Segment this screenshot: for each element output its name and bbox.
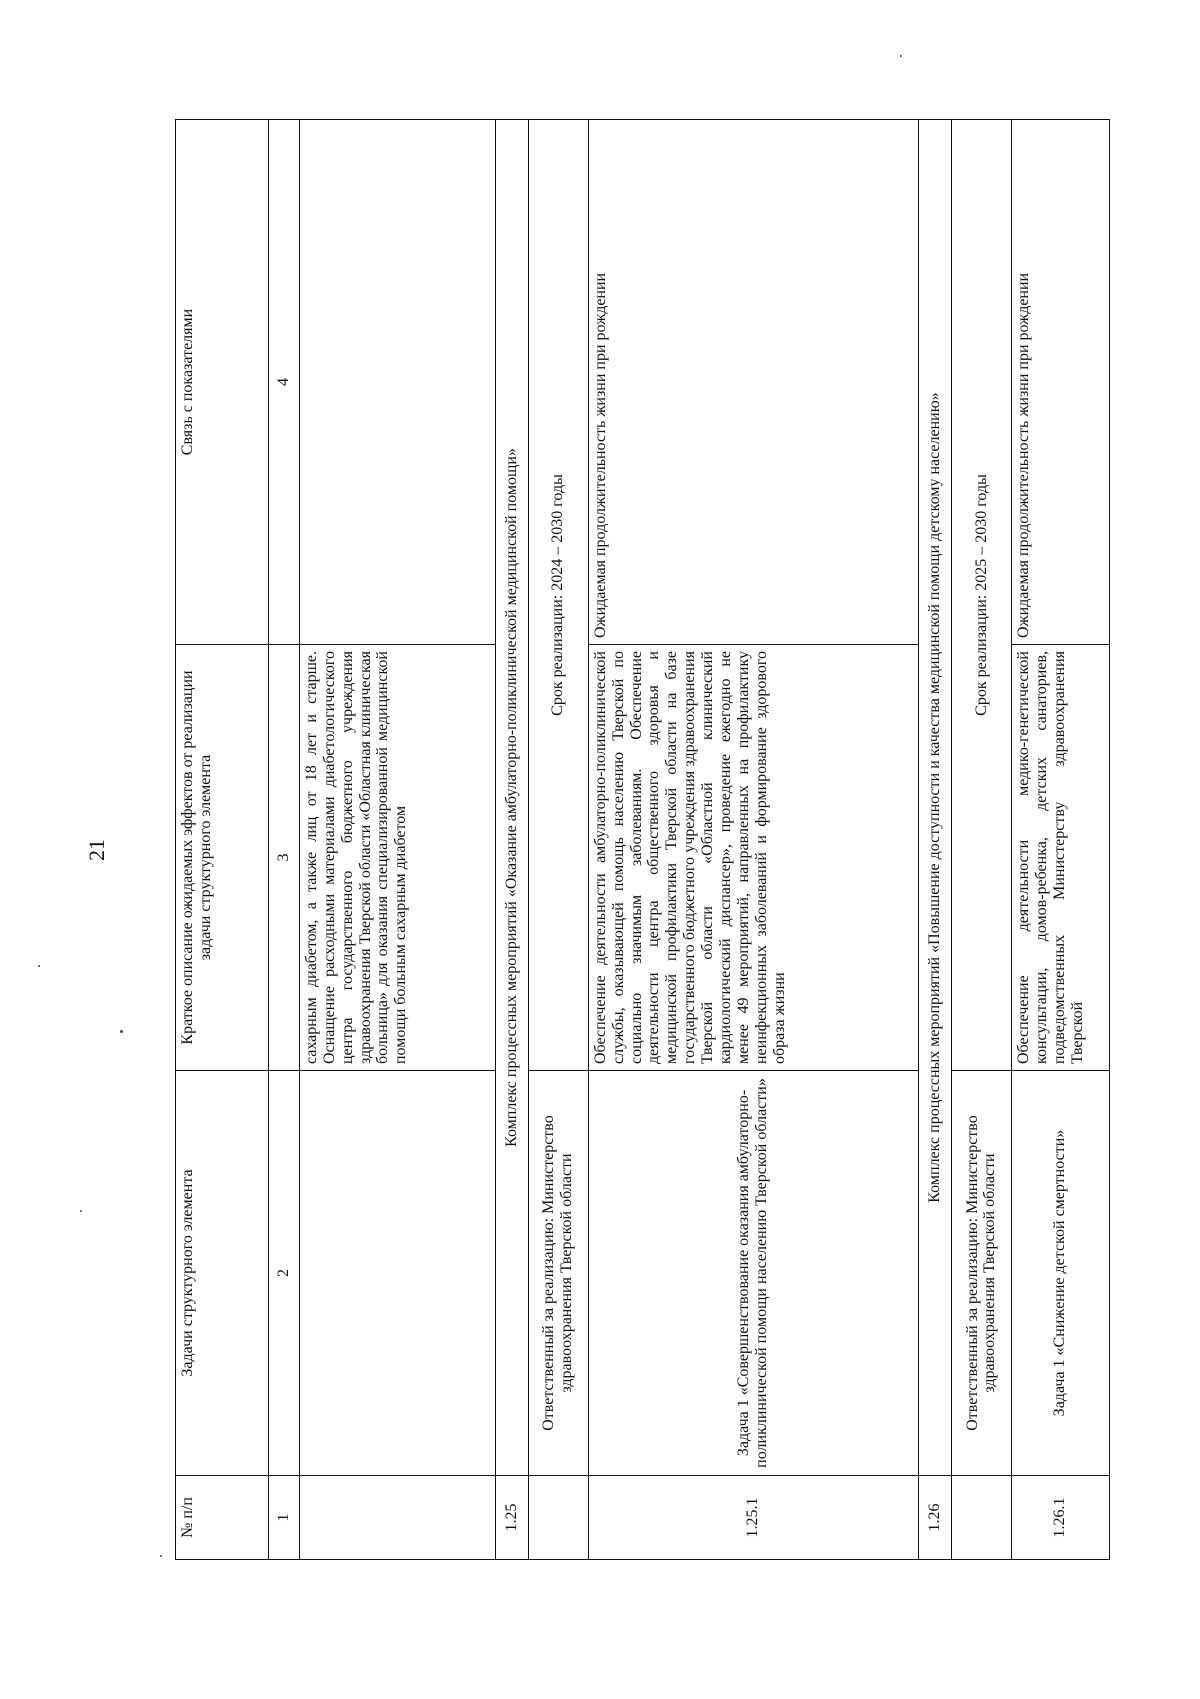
section-126-title: Комплекс процессных мероприятий «Повышение доступности и качества медицинской помощи детскому населению» [919,120,952,1476]
scan-speck [160,1555,162,1557]
col-num-1: 1 [268,1476,299,1560]
col-num-2: 2 [268,1071,299,1476]
section-126-responsible-row [952,120,1012,1560]
section-125-title: Комплекс процессных мероприятий «Оказание амбулаторно-поликлинической медицинской помощи» [495,120,528,1476]
header-number: № п/п [176,1476,269,1560]
continuation-indicator [299,120,495,645]
section-125-responsible: Ответственный за реализацию: Министерство здравоохранения Тверской области [528,1071,588,1476]
scan-speck [38,965,40,967]
task-1251-number: 1.25.1 [588,1476,918,1560]
col-num-3: 3 [268,645,299,1071]
section-125-number: 1.25 [495,1476,528,1560]
section-126-title-row [919,120,952,1560]
task-1251-description: Задача 1 «Совершенствование оказания амбулаторно-поликлинической помощи населению Тверской области» [588,1071,918,1476]
header-effects: Краткое описание ожидаемых эффектов от реализации задачи структурного элемента [176,645,269,1071]
task-1261-number: 1.26.1 [1011,1476,1109,1560]
table-header-row [176,120,269,1560]
task-1261-effect: Обеспечение деятельности медико-генетической консультации, домов-ребенка, детских санаториев, подведомственных Министерству здравоохранения Тверской [1011,645,1109,1071]
col-num-4: 4 [268,120,299,645]
section-125-title-row [495,120,528,1560]
continuation-effect: сахарным диабетом, а также лиц от 18 лет и старше. Оснащение расходными материалами диабетологического центра государственного бюджетного учреждения здравоохранения Тверской области «Областная клиническая больница» для оказания специализированной медицинской помощи больным сахарным диабетом [299,645,495,1071]
scan-speck [900,55,902,57]
scan-speck [80,1210,82,1212]
section-126-task-row [1011,120,1109,1560]
continuation-row [299,120,495,1560]
section-125-task-row [588,120,918,1560]
section-126-responsible: Ответственный за реализацию: Министерство здравоохранения Тверской области [952,1071,1012,1476]
column-numbering-row [268,120,299,1560]
section-126-blank [952,1476,1012,1560]
continuation-number [299,1476,495,1560]
section-125-period: Срок реализации: 2024 – 2030 годы [528,120,588,1071]
section-125-blank [528,1476,588,1560]
task-1261-description: Задача 1 «Снижение детской смертности» [1011,1071,1109,1476]
header-indicators: Связь с показателями [176,120,269,645]
task-1251-effect: Обеспечение деятельности амбулаторно-поликлинической службы, оказывающей помощь населению Тверской по социально значимым заболеваниям. Обеспечение деятельности центра общественного здоровья и медицинской профилактики Тверской области на базе государственного бюджетного учреждения здравоохранения Тверской области «Областной клинический кардиологический диспансер», проведение ежегодно не менее 49 мероприятий, направленных на профилактику неинфекционных заболеваний и формирование здорового образа жизни [588,645,918,1071]
task-1251-indicator: Ожидаемая продолжительность жизни при рождении [588,120,918,645]
rotated-table-container [175,120,1110,1560]
header-tasks: Задачи структурного элемента [176,1071,269,1476]
section-125-responsible-row [528,120,588,1560]
section-126-period: Срок реализации: 2025 – 2030 годы [952,120,1012,1071]
task-1261-indicator: Ожидаемая продолжительность жизни при рождении [1011,120,1109,645]
structural-element-table [175,119,1110,1560]
section-126-number: 1.26 [919,1476,952,1560]
scan-speck [120,1030,123,1033]
continuation-task [299,1071,495,1476]
page-number: 21 [84,839,109,861]
